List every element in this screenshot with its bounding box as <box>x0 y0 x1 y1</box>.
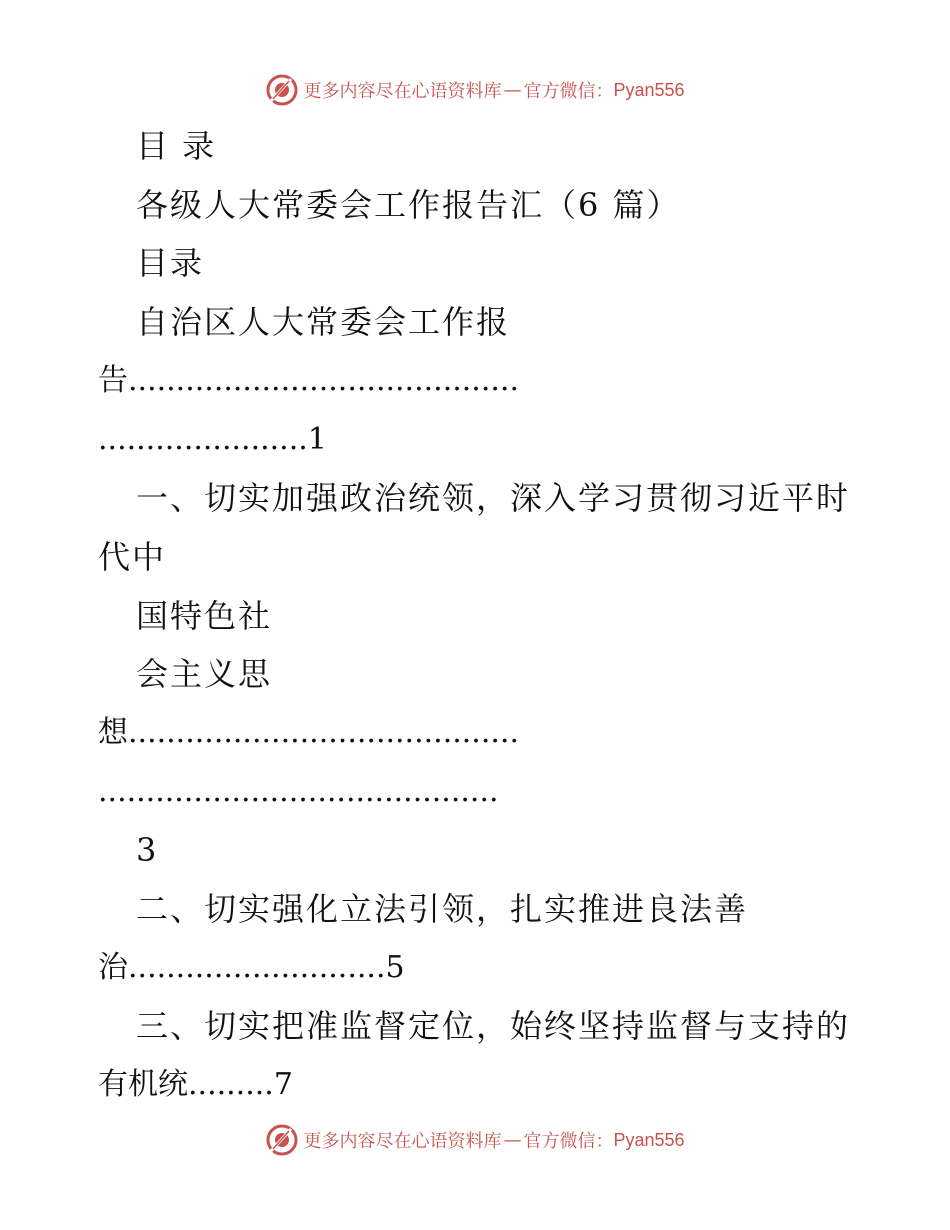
watermark-separator: — <box>503 79 522 101</box>
watermark-sub-text: 官方微信： <box>523 1131 614 1152</box>
toc-entry-2-title-cont-2: 国特色社 <box>136 597 273 635</box>
document-title: 各级人大常委会工作报告汇（6 篇） <box>136 186 681 224</box>
toc-entry-2-title-cont-3: 会主义思 <box>136 655 273 693</box>
watermark-id-text: Pyan556 <box>613 1129 685 1150</box>
toc-entry-2-title-cont-1: 代中 <box>98 538 167 576</box>
toc-entry-2-page: 3 <box>136 831 159 869</box>
toc-entry-1-page: ......................1 <box>98 422 327 457</box>
toc-entry-1-dots: 告......................................... <box>98 363 519 398</box>
toc-entry-2-dots-cont: .......................................... <box>98 774 499 809</box>
toc-entry-2-title: 一、切实加强政治统领，深入学习贯彻习近平时 <box>136 479 851 517</box>
toc-entry-3-dots: 治...........................5 <box>98 950 405 985</box>
pen-logo-icon <box>265 1123 299 1157</box>
toc-entry-4-title: 三、切实把准监督定位，始终坚持监督与支持的 <box>136 1007 851 1045</box>
toc-entry-4-dots: 有机统.........7 <box>98 1067 293 1102</box>
toc-entry-2-dots: 想......................................... <box>98 715 519 750</box>
toc-entry-3-title: 二、切实强化立法引领，扎实推进良法善 <box>136 890 749 928</box>
toc-subheading: 目录 <box>136 244 205 282</box>
footer-watermark <box>0 1120 950 1160</box>
watermark-sub-text: 官方微信： <box>523 81 614 102</box>
watermark-separator: — <box>503 1129 522 1151</box>
watermark-main-text: 更多内容尽在心语资料库 <box>303 1131 502 1152</box>
toc-entry-1-title: 自治区人大常委会工作报 <box>136 303 511 341</box>
watermark-id-text: Pyan556 <box>613 79 685 100</box>
toc-heading: 目 录 <box>136 127 217 165</box>
watermark-main-text: 更多内容尽在心语资料库 <box>303 81 502 102</box>
